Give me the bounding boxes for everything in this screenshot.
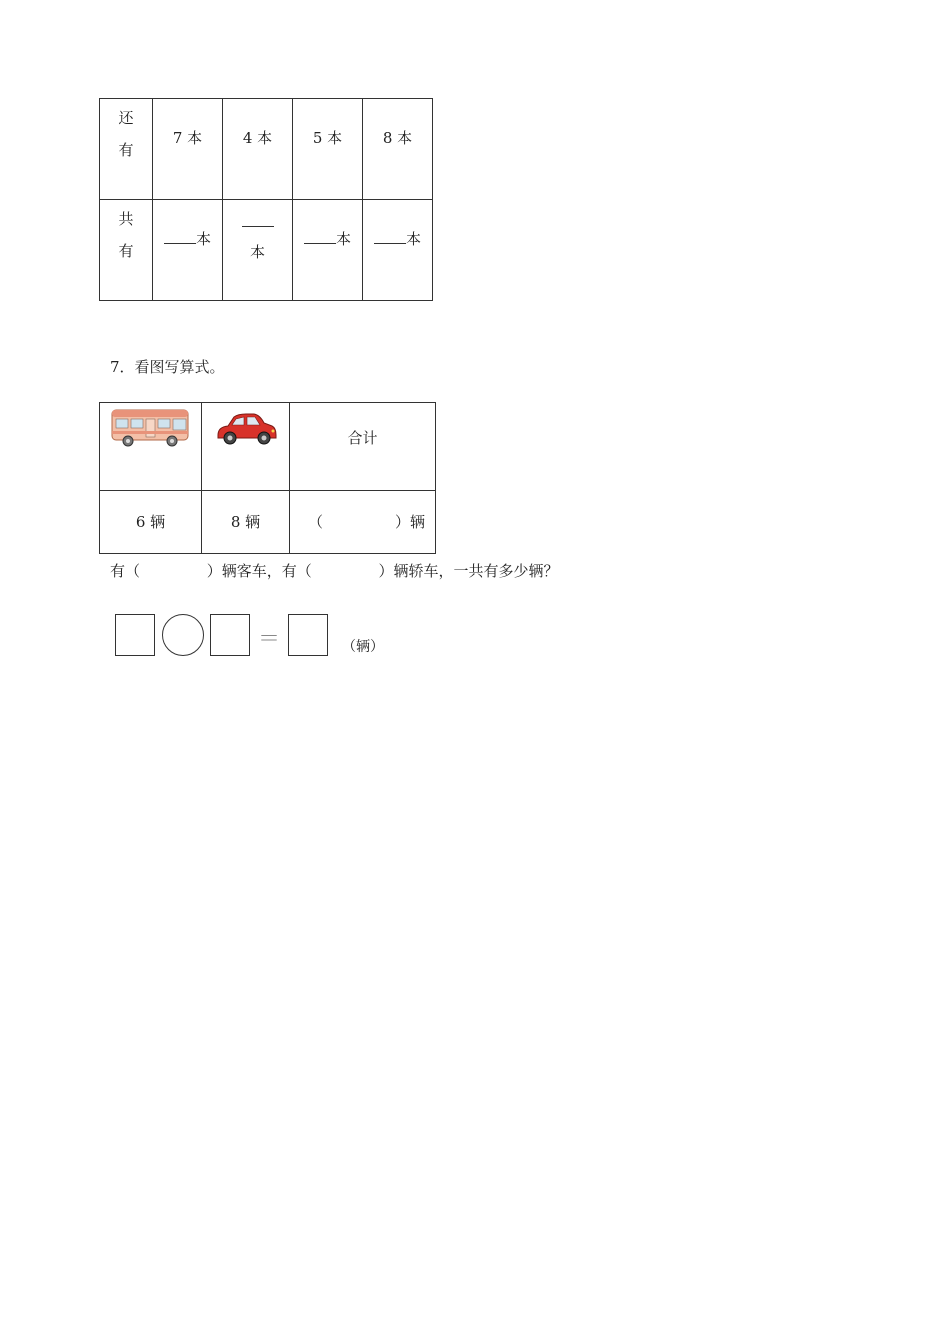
row-header-char: 有 [118,242,134,260]
unit-label: 本 [195,230,211,248]
answer-cell[interactable] [153,200,223,301]
unit-label: 本 [335,230,351,248]
bus-icon [110,406,192,448]
row-header-remaining [100,99,153,200]
table-row [100,200,433,301]
car-count: 8 辆 [230,513,261,531]
result-box[interactable] [288,614,328,656]
books-table [99,98,433,301]
answer-blank[interactable] [242,226,274,227]
table-cell [100,491,202,554]
total-answer-cell[interactable] [290,491,436,554]
answer-box[interactable] [210,614,250,656]
answer-blank[interactable] [164,229,196,244]
unit-label: 本 [249,243,265,261]
paren-close-unit: ）辆 [394,513,425,531]
table-row [100,491,436,554]
unit-label: （辆） [342,639,384,655]
table-cell: 5 本 [293,99,363,200]
table-cell [202,491,290,554]
vehicles-table [99,402,436,554]
row-header-char: 共 [118,210,134,228]
car-icon [214,411,278,447]
question-sentence: 有（ ）辆客车，有（ ）辆轿车，一共有多少辆？ [110,562,559,580]
bus-cell [100,403,202,491]
answer-cell[interactable] [363,200,433,301]
answer-cell[interactable] [223,200,293,301]
row-header-total [100,200,153,301]
table-cell: 7 本 [153,99,223,200]
bus-count: 6 辆 [135,513,166,531]
unit-label: 本 [405,230,421,248]
answer-blank[interactable] [304,229,336,244]
answer-box[interactable] [115,614,155,656]
row-header-char: 有 [118,141,134,159]
table-cell: 4 本 [223,99,293,200]
total-header: 合计 [347,429,378,447]
table-cell: 8 本 [363,99,433,200]
table-row [100,403,436,491]
total-header-cell [290,403,436,491]
answer-cell[interactable] [293,200,363,301]
table-row [100,99,433,200]
paren-open: （ [308,513,324,531]
row-header-char: 还 [118,109,134,127]
operator-circle[interactable] [162,614,204,656]
equals-sign: ＝ [258,627,281,652]
question-title: 7．看图写算式。 [110,358,225,376]
answer-blank[interactable] [374,229,406,244]
car-cell [202,403,290,491]
